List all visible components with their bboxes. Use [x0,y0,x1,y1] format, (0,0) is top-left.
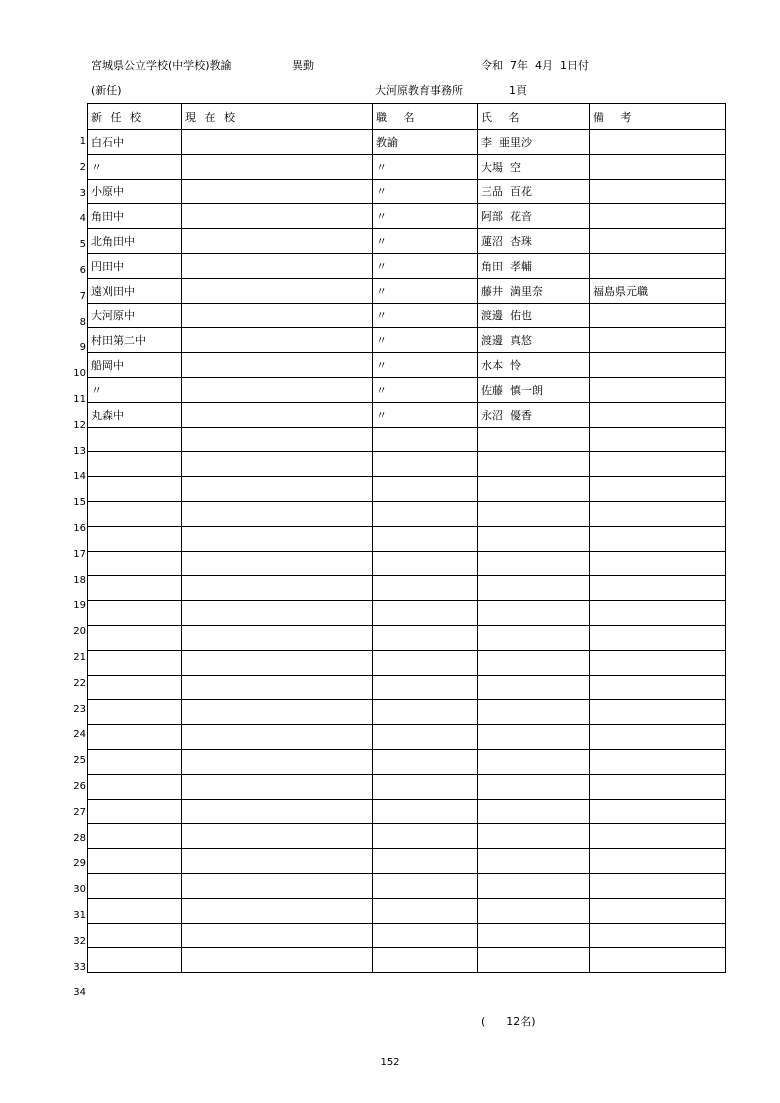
row-number: 29 [73,858,86,870]
table-row [88,353,726,378]
row-number: 25 [73,755,86,767]
cell-new-school: 円田中 [88,253,182,278]
row-number: 33 [73,961,86,973]
row-number: 22 [73,677,86,689]
cell-remarks [590,204,726,229]
table-row [88,427,726,452]
row-number: 11 [73,393,86,405]
table-row [88,948,726,973]
cell-current-school [182,154,373,179]
cell-name: 渡邊 佑也 [478,303,590,328]
table-row [88,873,726,898]
cell-current-school [182,675,373,700]
cell-current-school [182,824,373,849]
cell-new-school: 遠刈田中 [88,278,182,303]
cell-new-school [88,824,182,849]
cell-remarks: 福島県元職 [590,278,726,303]
table-row [88,576,726,601]
cell-new-school [88,625,182,650]
cell-new-school [88,551,182,576]
cell-position [373,923,478,948]
transfer-kind: 異動 [292,59,314,72]
cell-new-school [88,948,182,973]
cell-current-school [182,873,373,898]
table-row [88,130,726,155]
table-row [88,799,726,824]
cell-position [373,650,478,675]
table-row [88,824,726,849]
cell-new-school [88,849,182,874]
cell-new-school [88,501,182,526]
cell-new-school [88,898,182,923]
cell-name [478,625,590,650]
cell-name [478,923,590,948]
cell-remarks [590,328,726,353]
cell-name [478,749,590,774]
cell-current-school [182,353,373,378]
cell-new-school: 〃 [88,377,182,402]
row-number: 2 [79,161,86,173]
cell-new-school: 〃 [88,154,182,179]
row-number: 19 [73,600,86,612]
cell-position [373,725,478,750]
cell-name: 藤井 満里奈 [478,278,590,303]
row-number: 5 [79,239,86,251]
cell-name [478,526,590,551]
row-number: 4 [79,213,86,225]
cell-current-school [182,229,373,254]
cell-remarks [590,774,726,799]
cell-new-school [88,725,182,750]
cell-position: 〃 [373,353,478,378]
cell-current-school [182,774,373,799]
row-number: 26 [73,780,86,792]
cell-remarks [590,576,726,601]
cell-new-school [88,650,182,675]
cell-remarks [590,948,726,973]
table-row [88,526,726,551]
cell-position [373,576,478,601]
cell-name [478,601,590,626]
cell-remarks [590,452,726,477]
cell-remarks [590,130,726,155]
cell-current-school [182,948,373,973]
cell-position: 〃 [373,377,478,402]
row-number: 23 [73,703,86,715]
cell-remarks [590,898,726,923]
cell-name: 水本 怜 [478,353,590,378]
cell-current-school [182,650,373,675]
table-row [88,501,726,526]
office-name: 大河原教育事務所 [375,84,463,97]
cell-new-school [88,873,182,898]
cell-name [478,824,590,849]
document-title: 宮城県公立学校(中学校)教諭 [91,59,232,72]
cell-current-school [182,700,373,725]
cell-new-school [88,601,182,626]
cell-name [478,898,590,923]
cell-position [373,675,478,700]
cell-remarks [590,551,726,576]
cell-current-school [182,477,373,502]
cell-current-school [182,576,373,601]
cell-current-school [182,526,373,551]
cell-remarks [590,601,726,626]
row-number: 24 [73,729,86,741]
cell-current-school [182,130,373,155]
cell-remarks [590,179,726,204]
cell-position [373,477,478,502]
cell-new-school [88,675,182,700]
row-number: 3 [79,187,86,199]
row-number: 18 [73,574,86,586]
table-row [88,328,726,353]
table-row [88,229,726,254]
section-label: (新任) [91,84,122,97]
cell-remarks [590,873,726,898]
cell-position: 教諭 [373,130,478,155]
cell-new-school: 白石中 [88,130,182,155]
cell-position: 〃 [373,278,478,303]
cell-new-school [88,700,182,725]
cell-position: 〃 [373,253,478,278]
cell-name [478,501,590,526]
cell-position [373,601,478,626]
cell-current-school [182,601,373,626]
cell-position [373,774,478,799]
cell-current-school [182,253,373,278]
cell-new-school [88,427,182,452]
cell-remarks [590,799,726,824]
table-row [88,625,726,650]
cell-new-school: 村田第二中 [88,328,182,353]
cell-remarks [590,700,726,725]
cell-position: 〃 [373,179,478,204]
cell-remarks [590,725,726,750]
row-number: 7 [79,290,86,302]
row-number: 13 [73,445,86,457]
cell-new-school [88,774,182,799]
cell-name [478,477,590,502]
cell-position: 〃 [373,402,478,427]
cell-remarks [590,253,726,278]
cell-position: 〃 [373,328,478,353]
table-row [88,551,726,576]
cell-name: 大場 空 [478,154,590,179]
cell-name: 阿部 花音 [478,204,590,229]
table-row [88,204,726,229]
cell-position [373,551,478,576]
cell-name [478,799,590,824]
table-row [88,179,726,204]
cell-remarks [590,625,726,650]
header-position: 職 名 [373,104,478,130]
table-row [88,898,726,923]
total-count: ( 12名) [481,1015,536,1028]
cell-remarks [590,650,726,675]
cell-name [478,725,590,750]
cell-current-school [182,923,373,948]
cell-name: 渡邊 真悠 [478,328,590,353]
row-number: 14 [73,471,86,483]
row-number: 15 [73,497,86,509]
cell-name [478,700,590,725]
cell-remarks [590,749,726,774]
cell-current-school [182,898,373,923]
table-row [88,700,726,725]
table-row [88,377,726,402]
effective-date: 令和 7年 4月 1日付 [481,59,589,72]
cell-position: 〃 [373,303,478,328]
row-number: 6 [79,264,86,276]
cell-name [478,948,590,973]
cell-current-school [182,204,373,229]
table-row [88,675,726,700]
table-row [88,650,726,675]
cell-new-school [88,923,182,948]
cell-position [373,948,478,973]
row-number: 8 [79,316,86,328]
cell-name [478,576,590,601]
table-row [88,849,726,874]
cell-new-school: 角田中 [88,204,182,229]
table-row [88,774,726,799]
cell-new-school [88,477,182,502]
cell-current-school [182,725,373,750]
cell-position [373,898,478,923]
cell-current-school [182,849,373,874]
cell-name [478,427,590,452]
cell-remarks [590,427,726,452]
header-name: 氏 名 [478,104,590,130]
cell-name [478,675,590,700]
row-number-column [60,129,86,1006]
row-number: 12 [73,419,86,431]
table-row [88,402,726,427]
cell-name: 三品 百花 [478,179,590,204]
cell-new-school: 大河原中 [88,303,182,328]
cell-name: 李 亜里沙 [478,130,590,155]
row-number: 27 [73,806,86,818]
cell-position [373,849,478,874]
cell-remarks [590,377,726,402]
cell-name [478,774,590,799]
cell-new-school: 丸森中 [88,402,182,427]
cell-position [373,526,478,551]
cell-remarks [590,824,726,849]
cell-remarks [590,923,726,948]
cell-current-school [182,303,373,328]
table-row [88,923,726,948]
cell-remarks [590,526,726,551]
roster-table [87,103,726,973]
row-number: 30 [73,884,86,896]
row-number: 20 [73,626,86,638]
cell-position [373,452,478,477]
page-label: 1頁 [509,84,527,97]
cell-name [478,873,590,898]
cell-position [373,873,478,898]
table-row [88,477,726,502]
cell-new-school [88,452,182,477]
cell-current-school [182,625,373,650]
table-row [88,154,726,179]
cell-new-school: 船岡中 [88,353,182,378]
cell-remarks [590,229,726,254]
cell-position [373,427,478,452]
cell-current-school [182,452,373,477]
table-header-row [88,104,726,130]
cell-name: 永沼 優香 [478,402,590,427]
cell-position: 〃 [373,204,478,229]
cell-position [373,824,478,849]
cell-name [478,650,590,675]
cell-current-school [182,551,373,576]
cell-new-school: 小原中 [88,179,182,204]
cell-position [373,501,478,526]
cell-remarks [590,849,726,874]
header-new-school: 新 任 校 [88,104,182,130]
cell-current-school [182,377,373,402]
cell-current-school [182,427,373,452]
cell-remarks [590,303,726,328]
cell-name: 角田 孝輔 [478,253,590,278]
row-number: 28 [73,832,86,844]
table-row [88,749,726,774]
header-current-school: 現 在 校 [182,104,373,130]
cell-current-school [182,179,373,204]
row-number: 21 [73,651,86,663]
table-row [88,452,726,477]
cell-position [373,625,478,650]
table-row [88,601,726,626]
cell-current-school [182,749,373,774]
table-row [88,303,726,328]
table-row [88,253,726,278]
cell-new-school [88,576,182,601]
row-number: 10 [73,368,86,380]
cell-position: 〃 [373,154,478,179]
cell-remarks [590,675,726,700]
cell-position: 〃 [373,229,478,254]
row-number: 32 [73,935,86,947]
row-number: 31 [73,909,86,921]
row-number: 9 [79,342,86,354]
row-number: 17 [73,548,86,560]
cell-name: 佐藤 慎一朗 [478,377,590,402]
cell-name [478,551,590,576]
cell-name [478,849,590,874]
table-row [88,725,726,750]
cell-new-school [88,526,182,551]
cell-name [478,452,590,477]
cell-new-school [88,799,182,824]
cell-current-school [182,799,373,824]
cell-name: 蓮沼 杏珠 [478,229,590,254]
cell-current-school [182,328,373,353]
row-number: 1 [79,136,86,147]
cell-remarks [590,501,726,526]
cell-position [373,799,478,824]
cell-current-school [182,501,373,526]
cell-current-school [182,402,373,427]
cell-position [373,700,478,725]
page-number: 152 [380,1057,400,1068]
cell-remarks [590,477,726,502]
cell-remarks [590,402,726,427]
table-row [88,278,726,303]
cell-remarks [590,353,726,378]
cell-position [373,749,478,774]
cell-current-school [182,278,373,303]
cell-remarks [590,154,726,179]
header-remarks: 備 考 [590,104,726,130]
cell-new-school: 北角田中 [88,229,182,254]
cell-new-school [88,749,182,774]
row-number: 34 [73,987,86,999]
row-number: 16 [73,522,86,534]
